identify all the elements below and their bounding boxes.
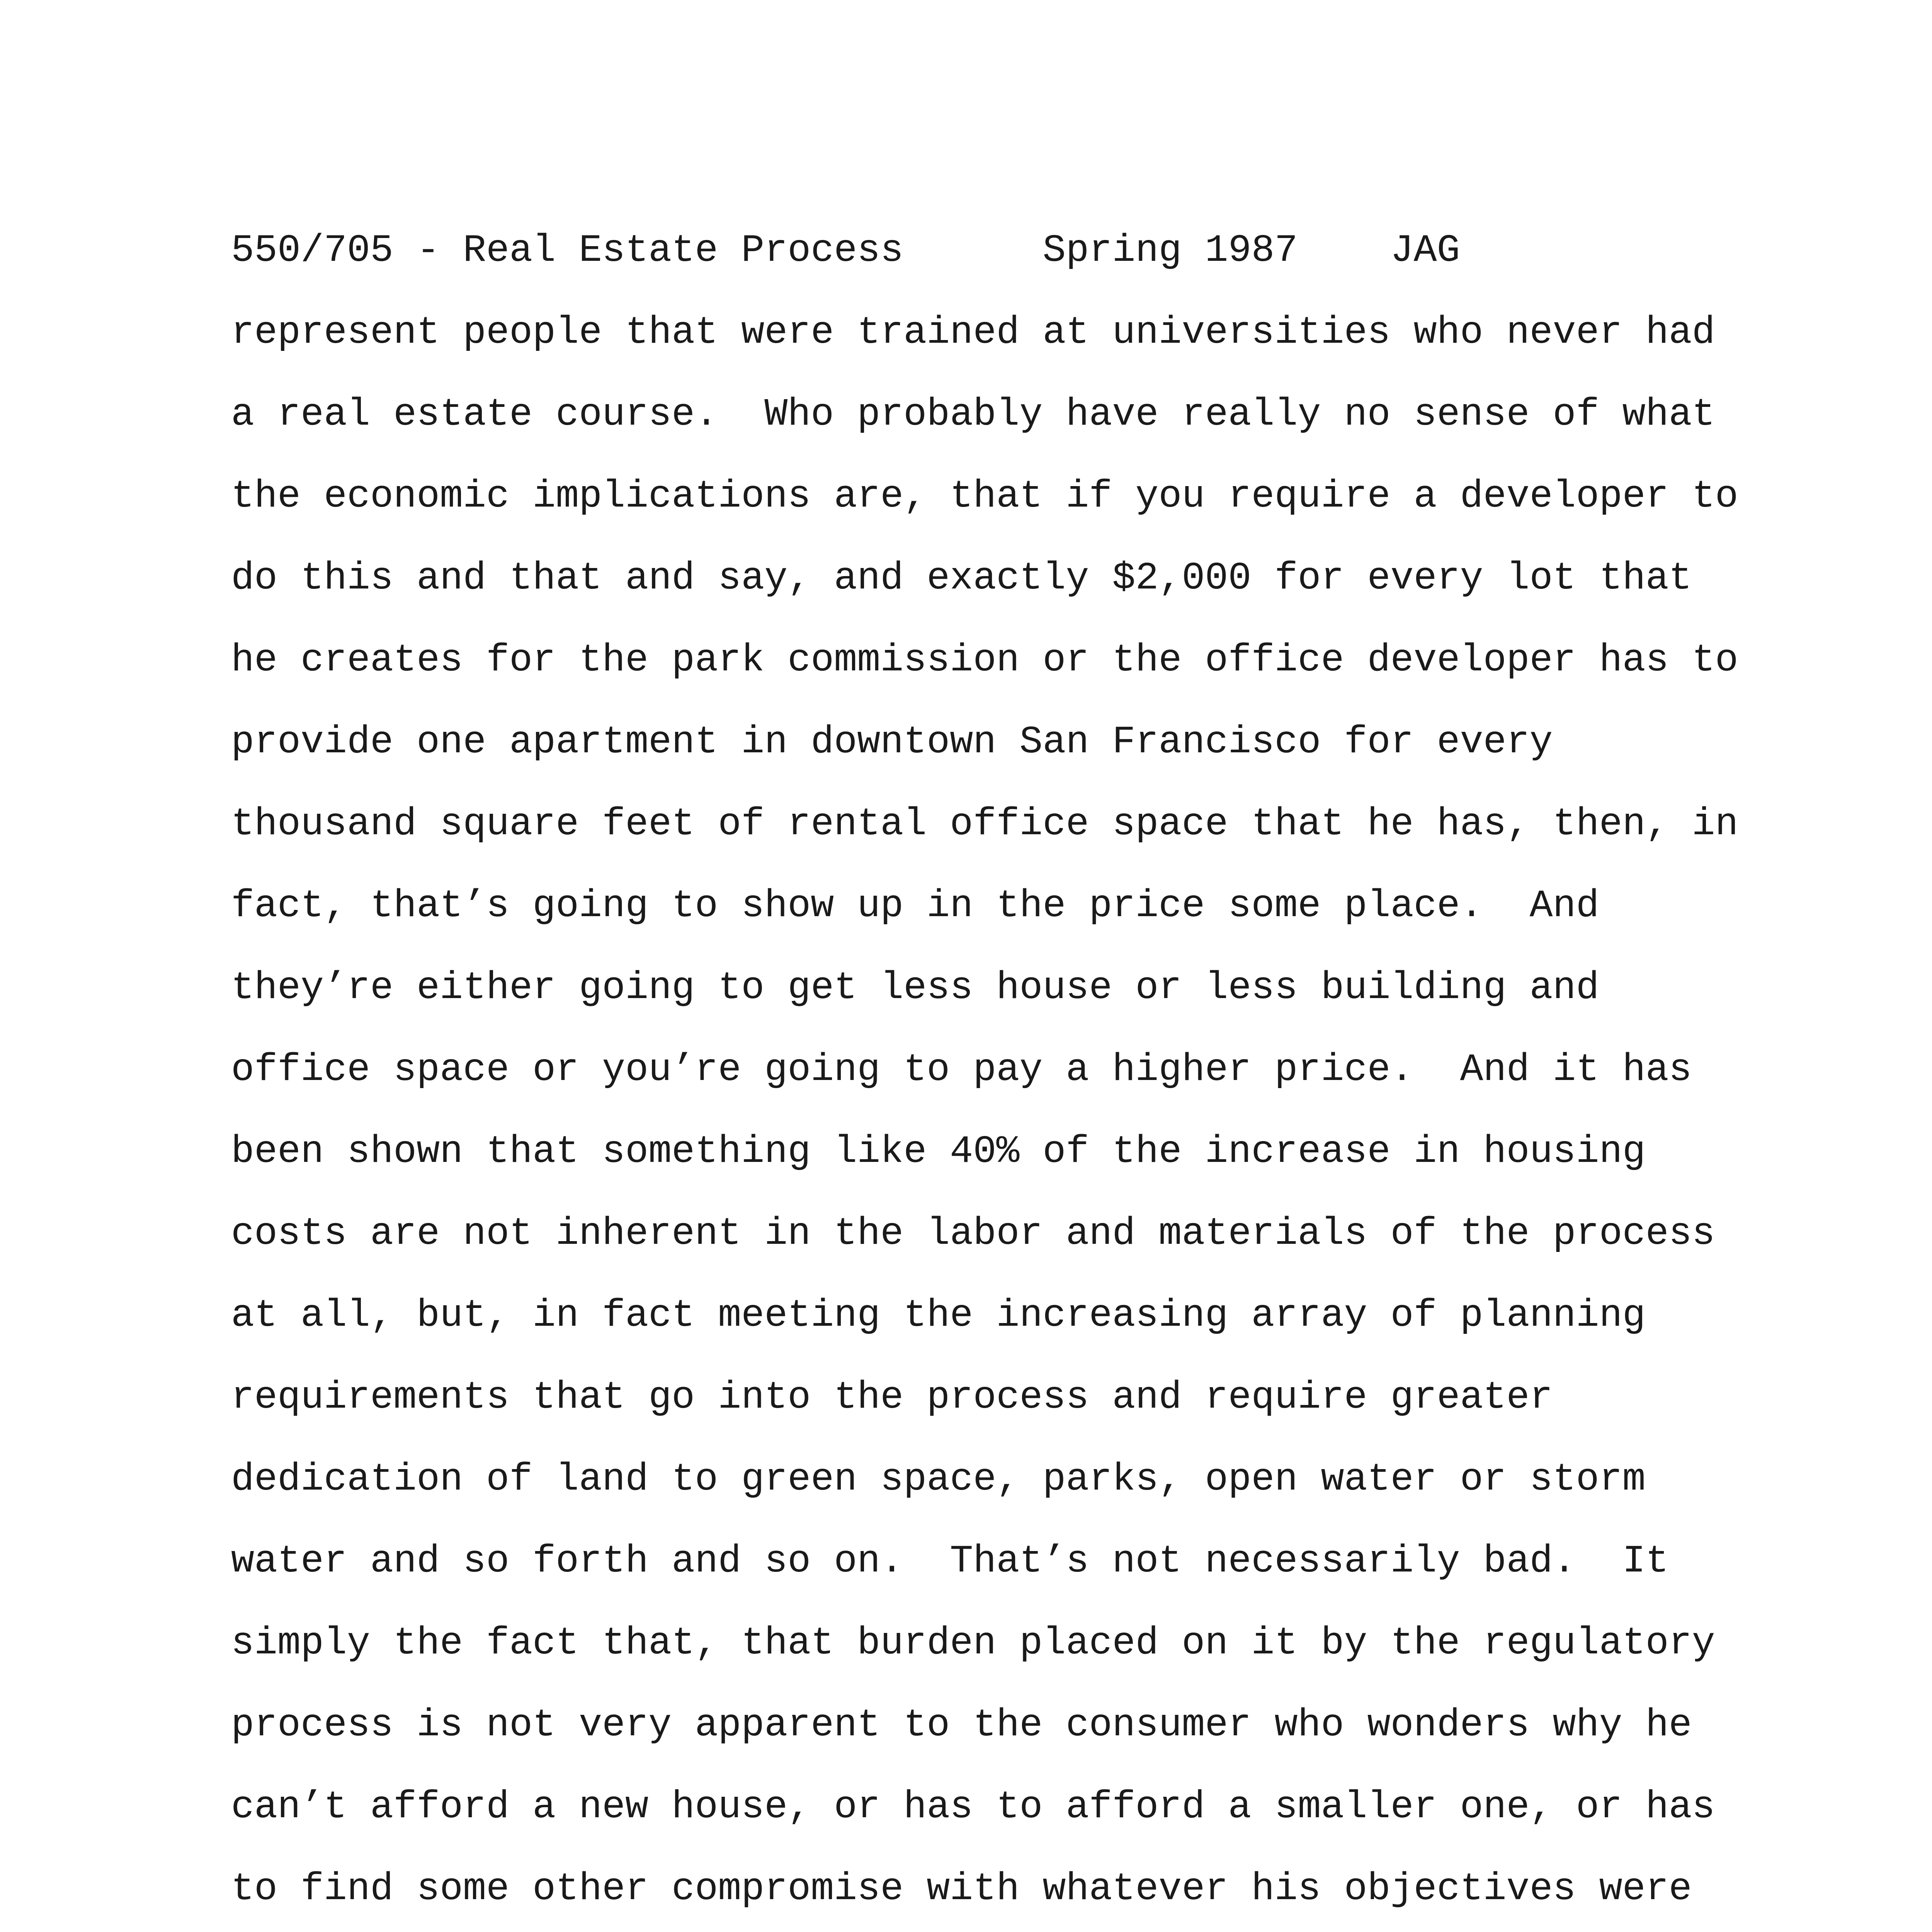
text-line: water and so forth and so on. That’s not necessarily bad. It xyxy=(231,1540,1669,1583)
text-line: the economic implications are, that if you require a developer to xyxy=(231,475,1738,519)
text-line: they’re either going to get less house or less building and xyxy=(231,966,1599,1010)
text-line: process is not very apparent to the consumer who wonders why he xyxy=(231,1704,1692,1747)
text-line: been shown that something like 40% of the increase in housing xyxy=(231,1130,1646,1174)
text-line: thousand square feet of rental office space that he has, then, in xyxy=(231,803,1738,846)
term: Spring 1987 xyxy=(1043,229,1298,273)
course-title: 550/705 - Real Estate Process xyxy=(231,229,904,273)
author-initials: JAG xyxy=(1390,229,1460,273)
text-line: costs are not inherent in the labor and materials of the process xyxy=(231,1212,1715,1256)
page-header xyxy=(231,222,1460,280)
text-line: requirements that go into the process and require greater xyxy=(231,1376,1553,1420)
text-line: office space or you’re going to pay a higher price. And it has xyxy=(231,1048,1692,1092)
text-line: at all, but, in fact meeting the increasing array of planning xyxy=(231,1294,1646,1338)
text-line: fact, that’s going to show up in the price some place. And xyxy=(231,884,1599,928)
text-line: can’t afford a new house, or has to afford a smaller one, or has xyxy=(231,1786,1715,1829)
text-line: represent people that were trained at universities who never had xyxy=(231,311,1715,355)
text-line: simply the fact that, that burden placed on it by the regulatory xyxy=(231,1622,1715,1665)
text-line: provide one apartment in downtown San Francisco for every xyxy=(231,721,1553,764)
text-line: dedication of land to green space, parks, open water or storm xyxy=(231,1458,1646,1502)
text-line: to find some other compromise with whatever his objectives were xyxy=(231,1867,1692,1911)
text-line: do this and that and say, and exactly $2,000 for every lot that xyxy=(231,557,1692,600)
text-line: he creates for the park commission or the office developer has to xyxy=(231,639,1738,682)
text-line: a real estate course. Who probably have really no sense of what xyxy=(231,393,1715,437)
transcript-body xyxy=(231,304,1738,1932)
